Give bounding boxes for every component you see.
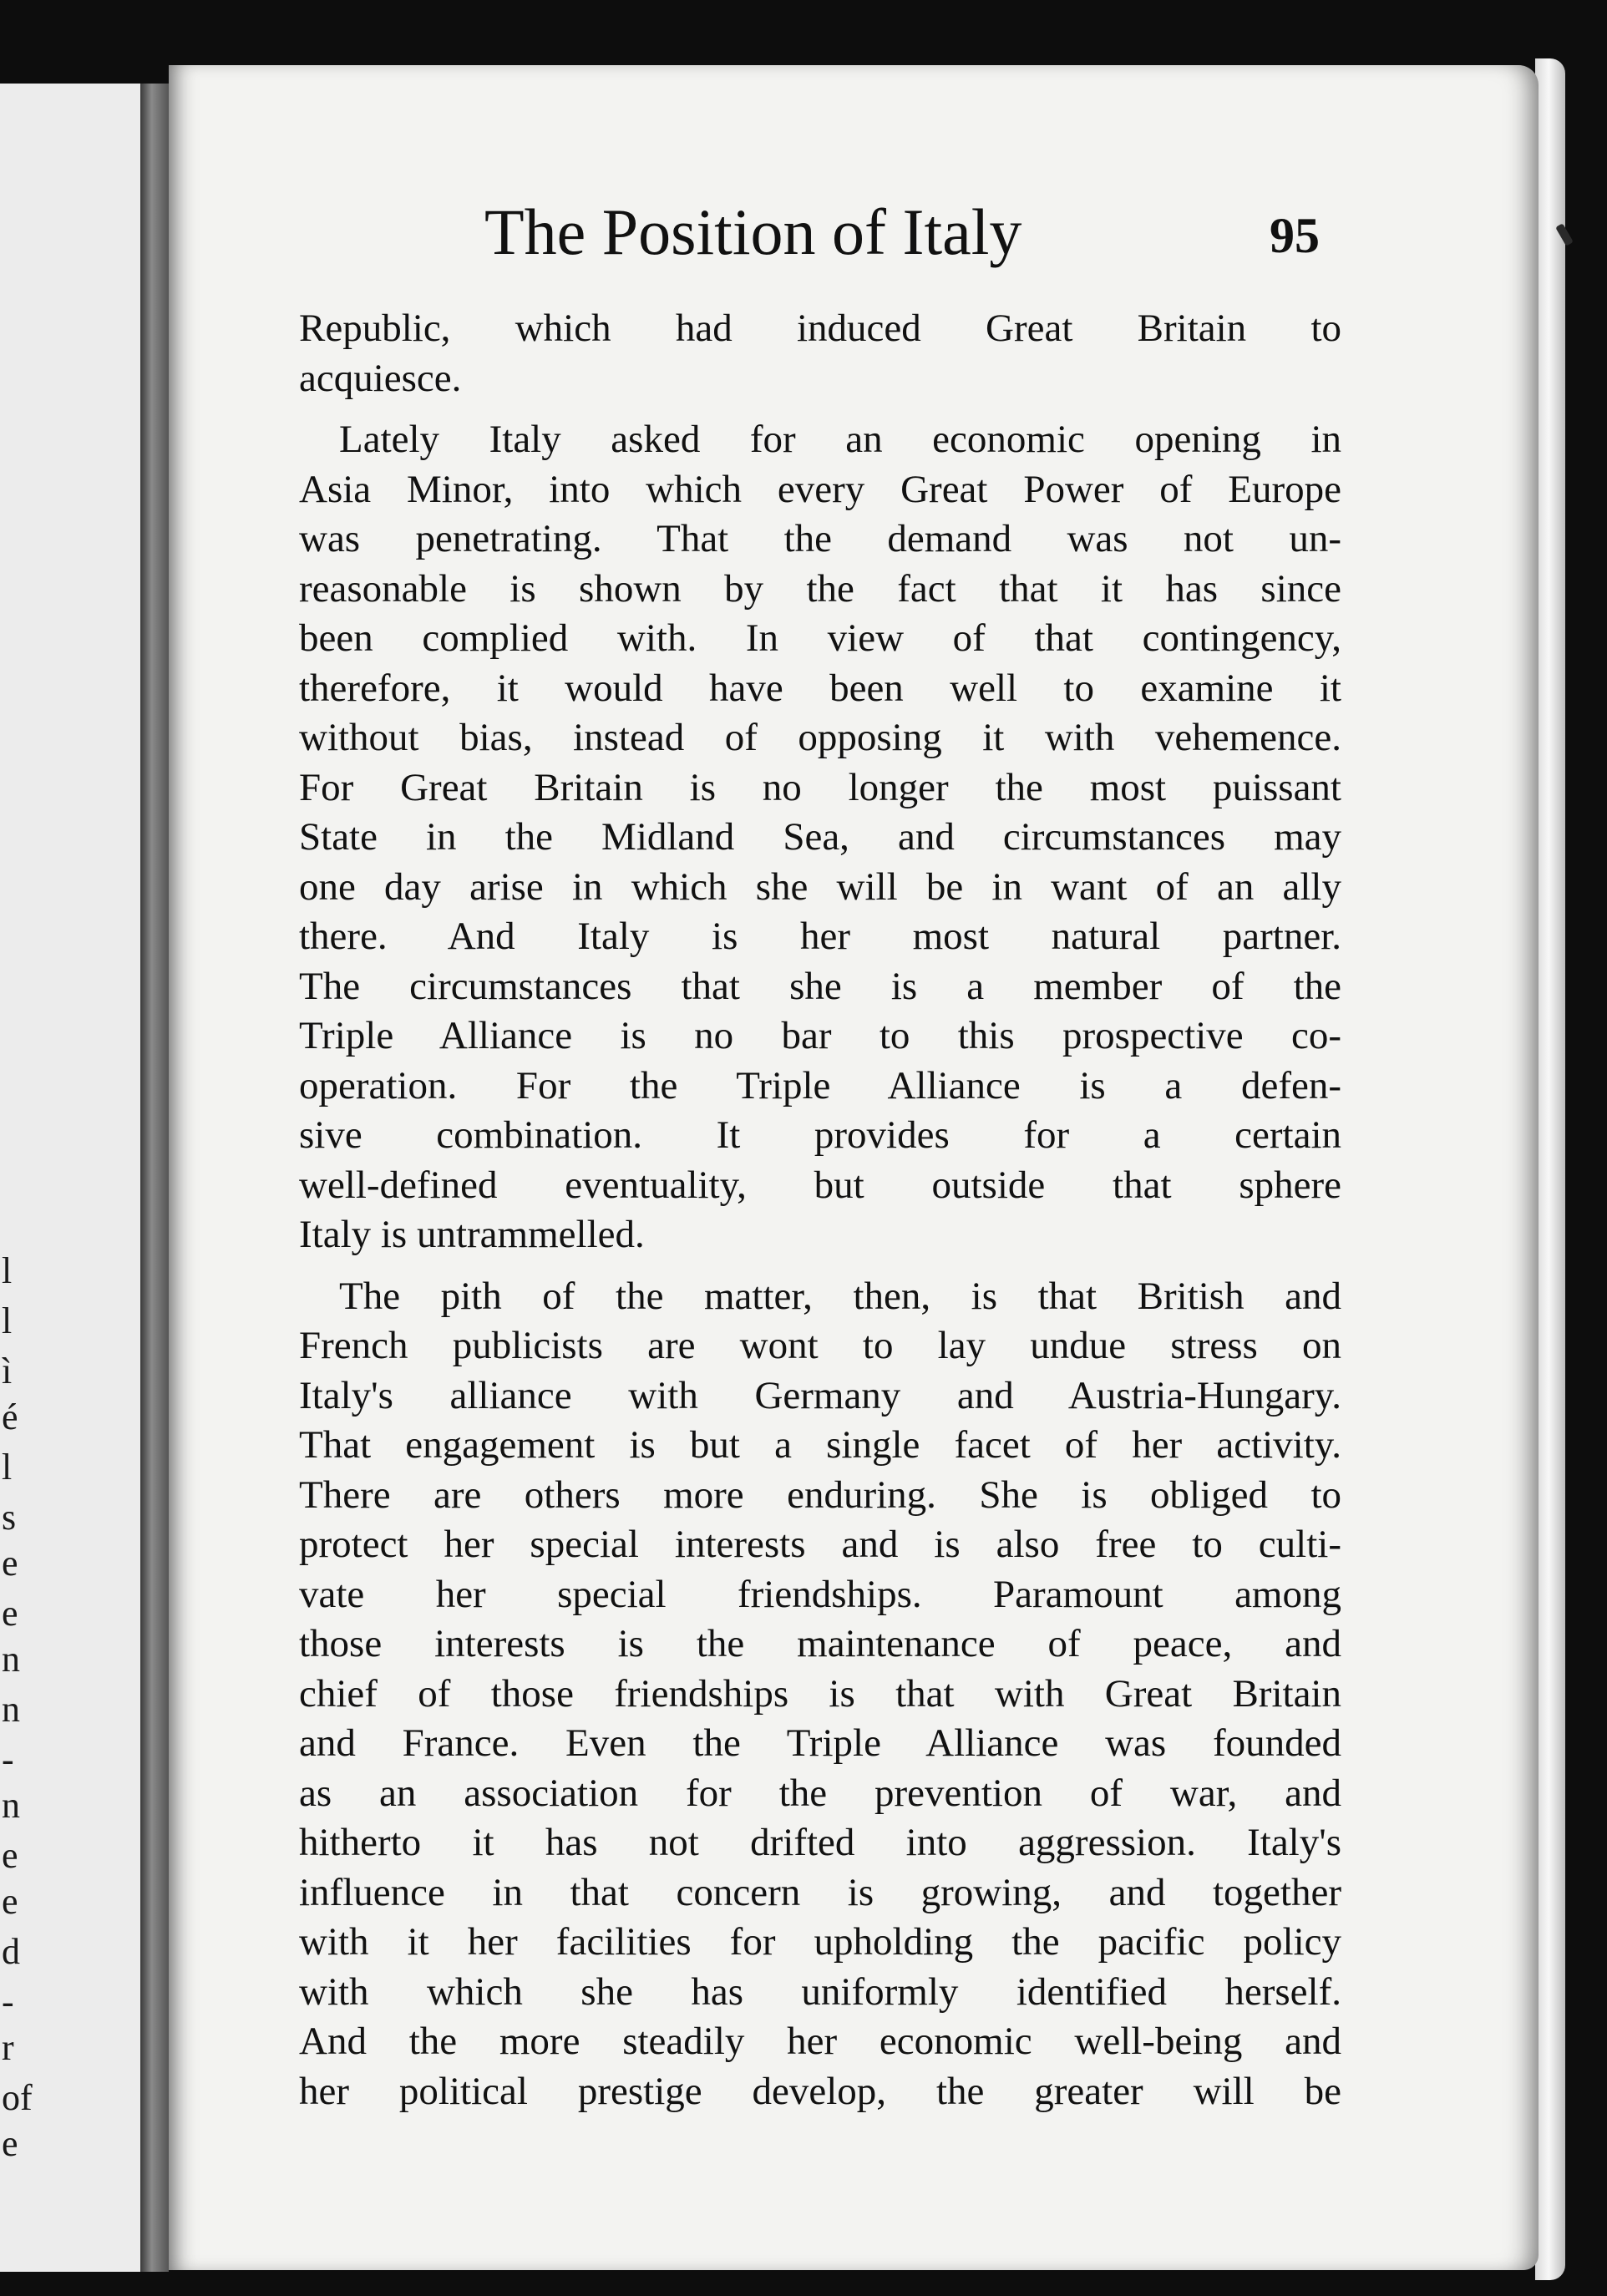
margin-letter: e: [2, 2123, 18, 2164]
paragraph: [299, 415, 1341, 1260]
text-line: And the more steadily her economic well-being and: [299, 2020, 1341, 2063]
text-line: Asia Minor, into which every Great Power of Europe: [299, 467, 1341, 511]
text-line: Italy's alliance with Germany and Austria-Hungary.: [299, 1373, 1341, 1417]
text-line: The circumstances that she is a member of the: [299, 964, 1341, 1008]
facing-page: [0, 84, 144, 2272]
text-line: acquiesce.: [299, 356, 462, 400]
margin-letter: é: [2, 1396, 18, 1437]
text-line: French publicists are wont to lay undue stress on: [299, 1324, 1341, 1367]
margin-letter: -: [2, 1739, 14, 1780]
text-line: was penetrating. That the demand was not un-: [299, 517, 1341, 560]
margin-letter: l: [2, 1447, 13, 1488]
text-line: operation. For the Triple Alliance is a defen-: [299, 1063, 1341, 1107]
text-line: There are others more enduring. She is obliged to: [299, 1472, 1341, 1517]
text-line: therefore, it would have been well to examine it: [299, 666, 1341, 710]
text-line: Triple Alliance is no bar to this prospective co-: [299, 1014, 1341, 1057]
text-line: those interests is the maintenance of peace, and: [299, 1622, 1341, 1665]
margin-letter: s: [2, 1497, 17, 1538]
text-line: with it her facilities for upholding the pacific policy: [299, 1920, 1341, 1964]
margin-letter: e: [2, 1881, 18, 1922]
text-line: chief of those friendships is that with Great Britain: [299, 1671, 1341, 1716]
margin-letter: d: [2, 1931, 20, 1972]
text-line: vate her special friendships. Paramount among: [299, 1572, 1341, 1616]
running-title: The Position of Italy: [484, 195, 1022, 268]
text-line: Lately Italy asked for an economic opening in: [339, 418, 1341, 461]
margin-letter: e: [2, 1543, 18, 1584]
text-line: one day arise in which she will be in want of an ally: [299, 864, 1341, 909]
text-line: hitherto it has not drifted into aggression. Italy's: [299, 1821, 1341, 1864]
margin-letter: n: [2, 1639, 20, 1680]
text-line: That engagement is but a single facet of her activity.: [299, 1423, 1341, 1467]
text-line: reasonable is shown by the fact that it has since: [299, 566, 1341, 611]
text-line: there. And Italy is her most natural partner.: [299, 915, 1341, 958]
margin-letter: -: [2, 1981, 14, 2022]
margin-letter: l: [2, 1300, 13, 1341]
text-line: without bias, instead of opposing it with vehemence.: [299, 716, 1341, 759]
text-line: with which she has uniformly identified herself.: [299, 1969, 1341, 2014]
paragraph: [299, 304, 1341, 403]
text-line: as an association for the prevention of war, and: [299, 1771, 1341, 1815]
text-line: Italy is untrammelled.: [299, 1213, 645, 1256]
text-line: protect her special interests and is also free to culti-: [299, 1523, 1341, 1566]
text-line: For Great Britain is no longer the most puissant: [299, 765, 1341, 809]
page-edge: [1535, 58, 1565, 2280]
text-line: Republic, which had induced Great Britain to: [299, 307, 1341, 350]
text-line: State in the Midland Sea, and circumstances may: [299, 815, 1341, 859]
text-line: influence in that concern is growing, and together: [299, 1870, 1341, 1914]
margin-letter: of: [2, 2077, 33, 2118]
text-line: The pith of the matter, then, is that British and: [339, 1274, 1341, 1318]
margin-letter: r: [2, 2027, 14, 2068]
text-line: her political prestige develop, the greater will be: [299, 2069, 1341, 2113]
margin-letter: e: [2, 1835, 18, 1876]
text-line: been complied with. In view of that contingency,: [299, 616, 1341, 660]
margin-letter: n: [2, 1689, 20, 1730]
paragraph: [299, 1272, 1341, 2117]
facing-page-margin-text: [0, 84, 33, 2272]
margin-letter: ì: [2, 1351, 13, 1391]
book-gutter: [140, 84, 169, 2272]
body-text: [299, 304, 1341, 2116]
text-line: well-defined eventuality, but outside that sphere: [299, 1163, 1341, 1207]
text-line: and France. Even the Triple Alliance was founded: [299, 1721, 1341, 1765]
running-head: [309, 190, 1328, 274]
margin-letter: n: [2, 1785, 20, 1826]
text-line: sive combination. It provides for a certain: [299, 1113, 1341, 1157]
margin-letter: e: [2, 1593, 18, 1634]
margin-letter: l: [2, 1250, 13, 1291]
page-number: 95: [1270, 208, 1320, 263]
